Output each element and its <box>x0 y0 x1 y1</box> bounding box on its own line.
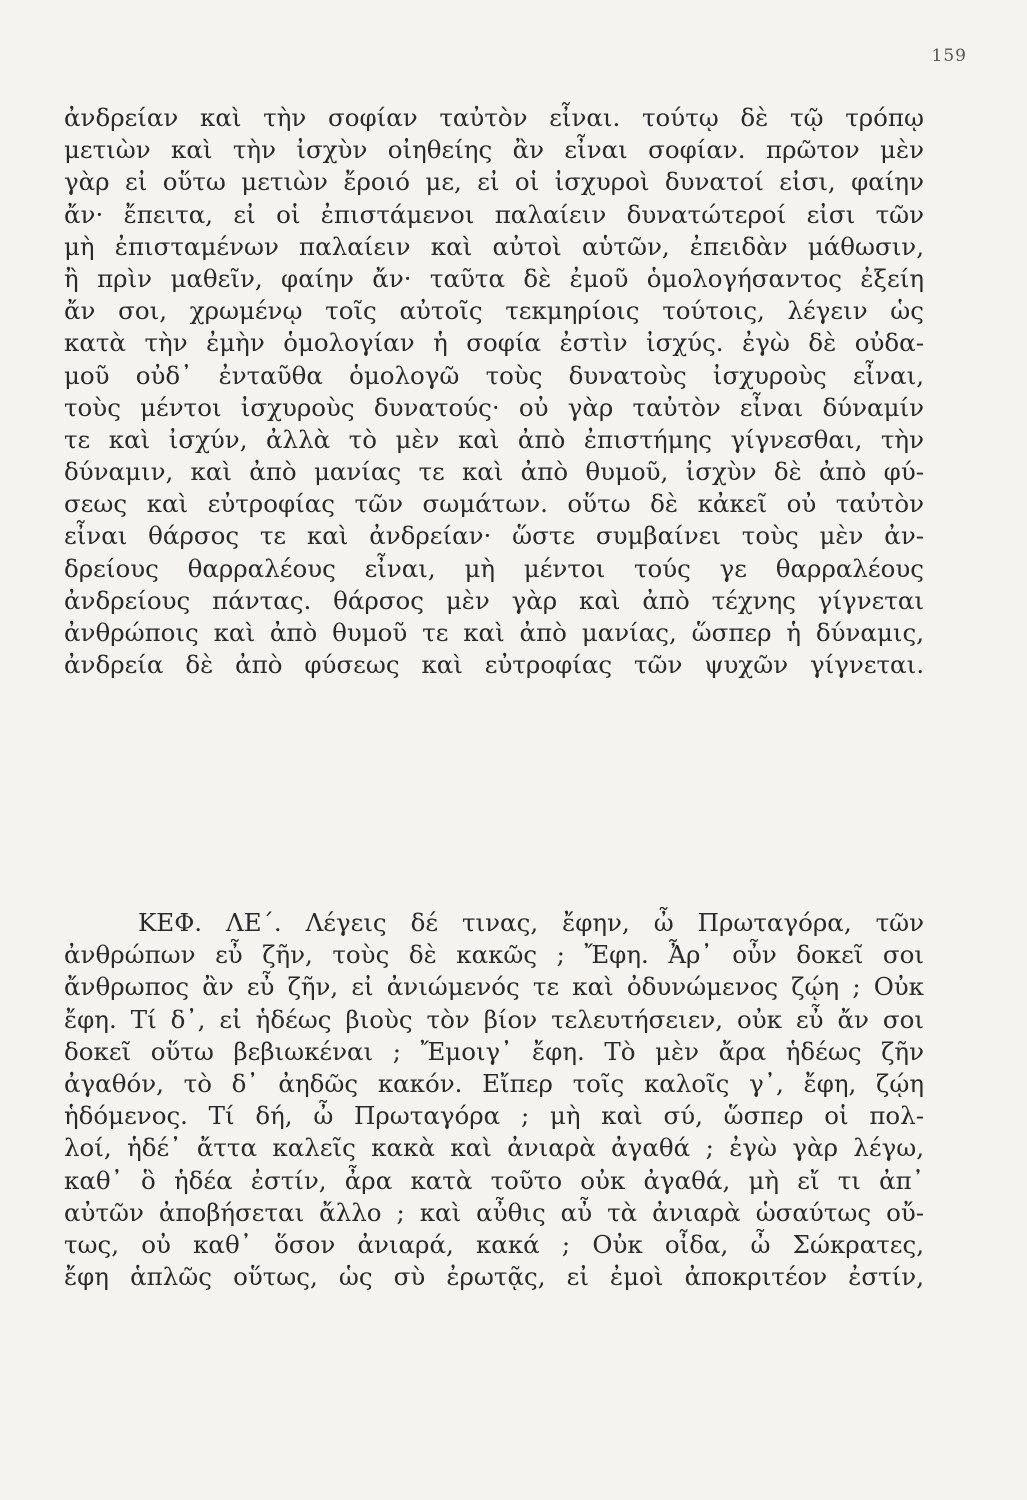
chapter-heading-line: ΚΕΦ. ΛΕ΄. Λέγεις δέ τινας, ἔφην, ὦ Πρωταγόρα, τῶν <box>138 908 924 937</box>
paragraph-2 <box>64 907 924 1293</box>
text-line: γὰρ εἰ οὕτω μετιὼν ἔροιό με, εἰ οἱ ἰσχυροὶ δυνατοί εἰσι, φαίην <box>64 167 924 197</box>
paragraph-1 <box>64 102 924 681</box>
text-line: ἀνθρώπων εὖ ζῆν, τοὺς δὲ κακῶς ; Ἔφη. Ἆρ᾽ οὖν δοκεῖ σοι <box>64 940 924 970</box>
text-line: μετιὼν καὶ τὴν ἰσχὺν οἰηθείης ἂν εἶναι σοφίαν. πρῶτον μὲν <box>64 135 924 165</box>
text-line: δρείους θαρραλέους εἶναι, μὴ μέντοι τούς γε θαρραλέους <box>64 553 924 583</box>
text-line: δύναμιν, καὶ ἀπὸ μανίας τε καὶ ἀπὸ θυμοῦ, ἰσχὺν δὲ ἀπὸ φύ- <box>64 457 924 487</box>
text-line: ἢ πρὶν μαθεῖν, φαίην ἄν· ταῦτα δὲ ἐμοῦ ὁμολογήσαντος ἐξείη <box>64 263 924 293</box>
text-line: λοί, ἡδέ᾽ ἄττα καλεῖς κακὰ καὶ ἀνιαρὰ ἀγαθά ; ἐγὼ γὰρ λέγω, <box>64 1133 924 1163</box>
text-line: ἀνδρείαν καὶ τὴν σοφίαν ταὐτὸν εἶναι. τούτῳ δὲ τῷ τρόπῳ <box>64 103 924 132</box>
text-line: ἀγαθόν, τὸ δ᾽ ἀηδῶς κακόν. Εἴπερ τοῖς καλοῖς γ᾽, ἔφη, ζῴη <box>64 1068 924 1098</box>
text-line: καθ᾽ ὃ ἡδέα ἐστίν, ἆρα κατὰ τοῦτο οὐκ ἀγαθά, μὴ εἴ τι ἀπ᾽ <box>64 1165 924 1195</box>
text-line: αὐτῶν ἀποβήσεται ἄλλο ; καὶ αὖθις αὖ τὰ ἀνιαρὰ ὡσαύτως οὔ- <box>64 1197 924 1227</box>
text-line: ἄν σοι, χρωμένῳ τοῖς αὐτοῖς τεκμηρίοις τούτοις, λέγειν ὡς <box>64 296 924 326</box>
text-line: σεως καὶ εὐτροφίας τῶν σωμάτων. οὕτω δὲ κἀκεῖ οὐ ταὐτὸν <box>64 489 924 519</box>
text-line: κατὰ τὴν ἐμὴν ὁμολογίαν ἡ σοφία ἐστὶν ἰσχύς. ἐγὼ δὲ οὐδα- <box>64 328 924 358</box>
text-line: μὴ ἐπισταμένων παλαίειν καὶ αὐτοὶ αὑτῶν, ἐπειδὰν μάθωσιν, <box>64 231 924 261</box>
text-line: ἀνδρεία δὲ ἀπὸ φύσεως καὶ εὐτροφίας τῶν ψυχῶν γίγνεται. <box>64 650 924 680</box>
text-line: τως, οὐ καθ᾽ ὅσον ἀνιαρά, κακά ; Οὐκ οἶδα, ὦ Σώκρατες, <box>64 1229 924 1259</box>
text-line: ἄνθρωπος ἂν εὖ ζῆν, εἰ ἀνιώμενός τε καὶ ὀδυνώμενος ζῴη ; Οὐκ <box>64 972 924 1002</box>
text-line: ἡδόμενος. Τί δή, ὦ Πρωταγόρα ; μὴ καὶ σύ, ὥσπερ οἱ πολ- <box>64 1101 924 1131</box>
text-line: ἔφη. Τί δ᾽, εἰ ἡδέως βιοὺς τὸν βίον τελευτήσειεν, οὐκ εὖ ἄν σοι <box>64 1004 924 1034</box>
text-line: ἀνθρώποις καὶ ἀπὸ θυμοῦ τε καὶ ἀπὸ μανίας, ὥσπερ ἡ δύναμις, <box>64 618 924 647</box>
text-line: ἄν· ἔπειτα, εἰ οἱ ἐπιστάμενοι παλαίειν δυνατώτεροί εἰσι τῶν <box>64 199 924 229</box>
text-line: εἶναι θάρσος τε καὶ ἀνδρείαν· ὥστε συμβαίνει τοὺς μὲν ἀν- <box>64 521 924 551</box>
text-line: ἀνδρείους πάντας. θάρσος μὲν γὰρ καὶ ἀπὸ τέχνης γίγνεται <box>64 585 924 615</box>
page-number: 159 <box>931 46 967 66</box>
text-line: δοκεῖ οὕτω βεβιωκέναι ; Ἔμοιγ᾽ ἔφη. Τὸ μὲν ἄρα ἡδέως ζῆν <box>64 1036 924 1066</box>
text-line: ἔφη ἁπλῶς οὕτως, ὡς σὺ ἐρωτᾷς, εἰ ἐμοὶ ἀποκριτέον ἐστίν, <box>64 1262 924 1292</box>
text-line: μοῦ οὐδ᾽ ἐνταῦθα ὁμολογῶ τοὺς δυνατοὺς ἰσχυροὺς εἶναι, <box>64 360 924 390</box>
text-line: τε καὶ ἰσχύν, ἀλλὰ τὸ μὲν καὶ ἀπὸ ἐπιστήμης γίγνεσθαι, τὴν <box>64 424 924 454</box>
text-line: τοὺς μέντοι ἰσχυροὺς δυνατούς· οὐ γὰρ ταὐτὸν εἶναι δύναμίν <box>64 392 924 422</box>
